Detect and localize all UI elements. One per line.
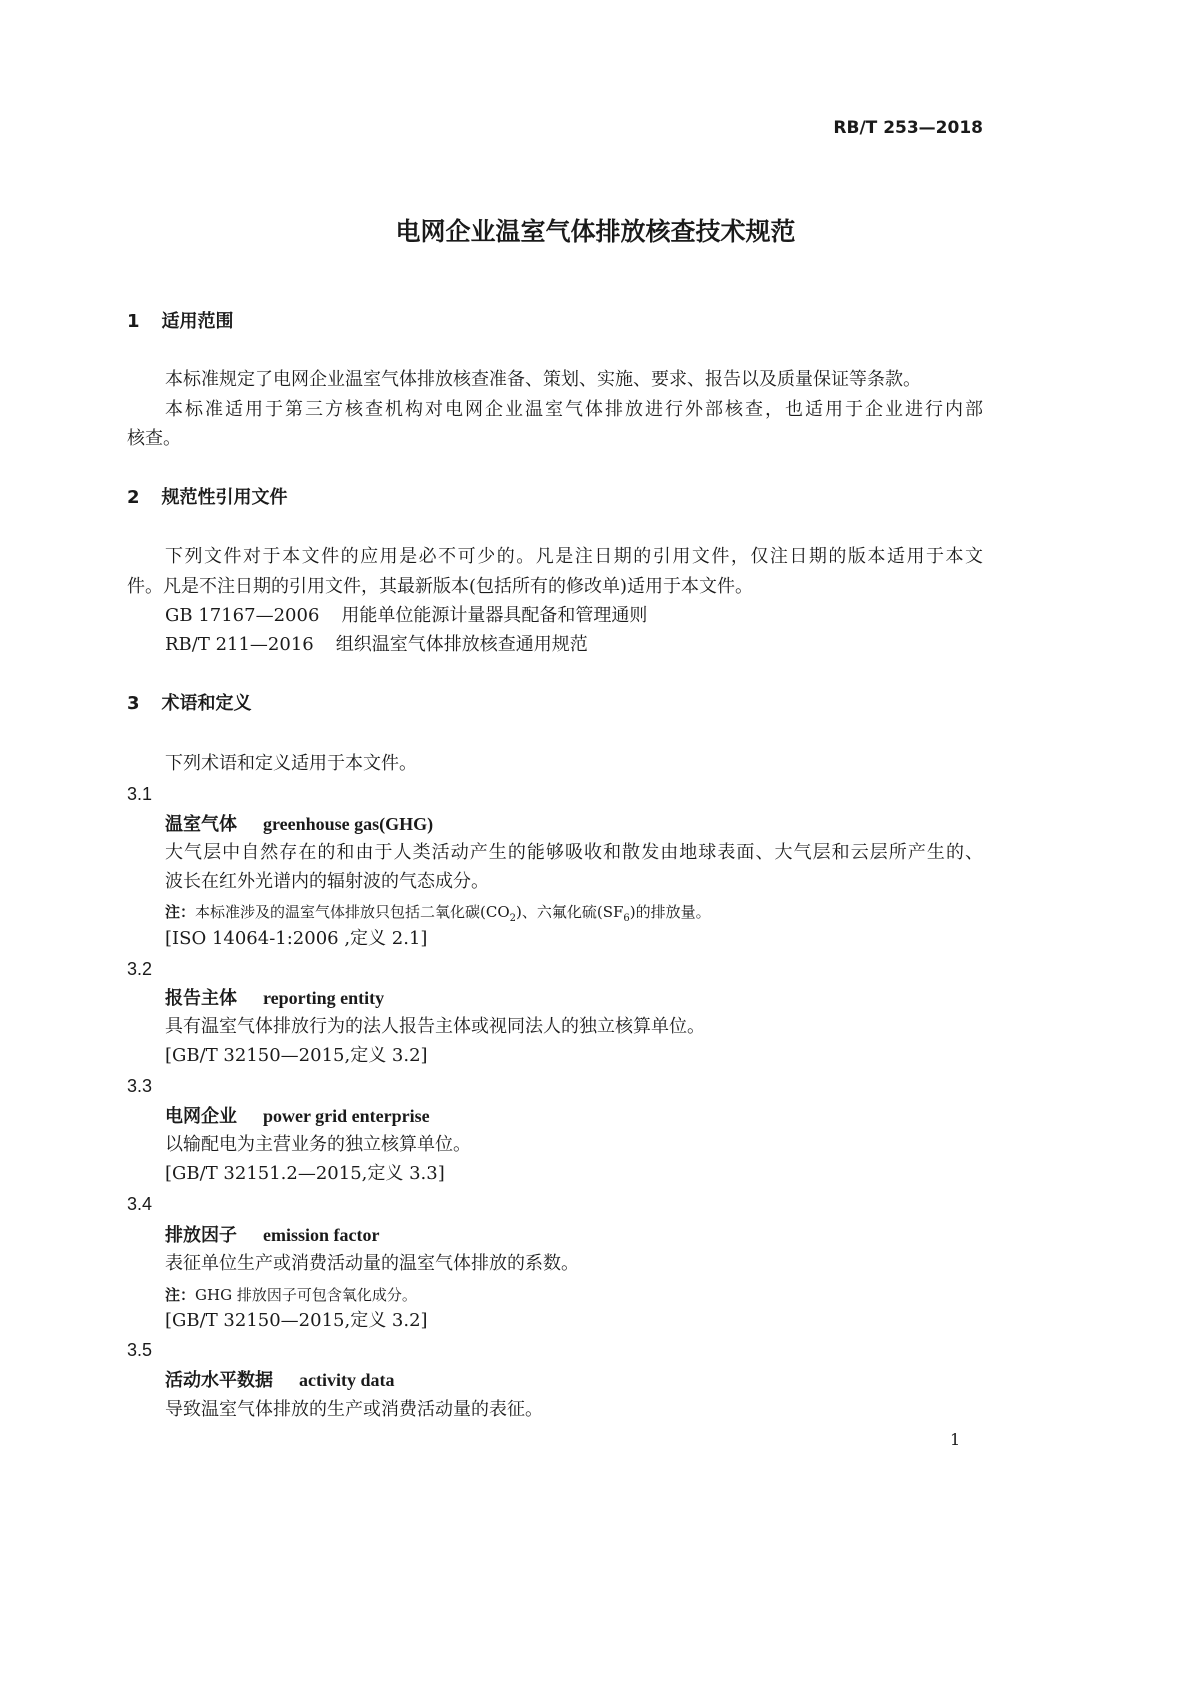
section-title: 规范性引用文件	[161, 487, 288, 508]
note-text: 本标准涉及的温室气体排放只包括二氧化碳(CO	[195, 903, 510, 921]
page-title: 电网企业温室气体排放核查技术规范	[395, 217, 796, 246]
term-definition: 以输配电为主营业务的独立核算单位。	[165, 1134, 471, 1155]
paragraph: 核查。	[127, 428, 181, 449]
term-note	[165, 1283, 417, 1307]
note-text: )的排放量。	[629, 903, 711, 921]
term-number: 3.5	[127, 1340, 153, 1360]
term-en: reporting entity	[263, 988, 385, 1008]
term-number: 3.3	[127, 1076, 153, 1096]
term-en: greenhouse gas(GHG)	[263, 814, 434, 834]
section-heading-3	[127, 692, 252, 716]
reference-item	[165, 604, 647, 628]
term-source: [ISO 14064-1:2006 ,定义 2.1]	[165, 928, 428, 949]
term-heading	[165, 1223, 379, 1248]
note-subscript: 2	[509, 913, 517, 924]
section-heading-2	[127, 486, 288, 510]
term-zh: 活动水平数据	[165, 1370, 273, 1391]
section-number: 3	[127, 693, 140, 714]
paragraph: 本标准适用于第三方核查机构对电网企业温室气体排放进行外部核查，也适用于企业进行内部	[165, 399, 983, 420]
note-text: )、六氟化硫(SF	[516, 903, 624, 921]
term-definition: 大气层中自然存在的和由于人类活动产生的能够吸收和散发由地球表面、大气层和云层所产生的、	[165, 842, 983, 863]
paragraph: 下列术语和定义适用于本文件。	[165, 753, 417, 774]
term-zh: 温室气体	[165, 814, 237, 835]
note-label: 注：	[165, 1286, 196, 1304]
reference-code: GB 17167—2006	[165, 605, 320, 626]
term-source: [GB/T 32151.2—2015,定义 3.3]	[165, 1163, 445, 1184]
section-title: 适用范围	[161, 311, 234, 332]
term-number: 3.2	[127, 959, 153, 979]
term-heading	[165, 812, 433, 837]
term-en: power grid enterprise	[263, 1106, 430, 1126]
paragraph: 本标准规定了电网企业温室气体排放核查准备、策划、实施、要求、报告以及质量保证等条款。	[165, 369, 921, 390]
paragraph: 下列文件对于本文件的应用是必不可少的。凡是注日期的引用文件，仅注日期的版本适用于本文	[165, 546, 983, 567]
note-label: 注：	[165, 903, 196, 921]
term-number: 3.4	[127, 1194, 153, 1214]
term-zh: 电网企业	[165, 1106, 237, 1127]
page-number: 1	[950, 1430, 961, 1449]
note-text: GHG 排放因子可包含氧化成分。	[195, 1286, 417, 1304]
term-zh: 报告主体	[165, 988, 237, 1009]
reference-code: RB/T 211—2016	[165, 634, 314, 655]
section-heading-1	[127, 310, 234, 334]
term-definition: 波长在红外光谱内的辐射波的气态成分。	[165, 871, 489, 892]
section-number: 1	[127, 311, 140, 332]
term-en: emission factor	[263, 1225, 380, 1245]
term-definition: 表征单位生产或消费活动量的温室气体排放的系数。	[165, 1253, 579, 1274]
reference-item	[165, 633, 588, 657]
term-en: activity data	[299, 1370, 395, 1390]
term-heading	[165, 1104, 430, 1129]
note-subscript: 6	[623, 913, 630, 924]
reference-title: 组织温室气体排放核查通用规范	[335, 634, 588, 655]
term-definition: 导致温室气体排放的生产或消费活动量的表征。	[165, 1399, 543, 1420]
section-number: 2	[127, 487, 140, 508]
term-heading	[165, 1368, 394, 1393]
term-heading	[165, 986, 384, 1011]
paragraph: 件。凡是不注日期的引用文件，其最新版本(包括所有的修改单)适用于本文件。	[127, 576, 754, 597]
term-source: [GB/T 32150—2015,定义 3.2]	[165, 1310, 428, 1331]
term-number: 3.1	[127, 784, 153, 804]
term-zh: 排放因子	[165, 1225, 237, 1246]
term-definition: 具有温室气体排放行为的法人报告主体或视同法人的独立核算单位。	[165, 1016, 705, 1037]
term-source: [GB/T 32150—2015,定义 3.2]	[165, 1045, 428, 1066]
document-code: RB/T 253—2018	[833, 118, 983, 138]
reference-title: 用能单位能源计量器具配备和管理通则	[341, 605, 648, 626]
section-title: 术语和定义	[161, 693, 252, 714]
